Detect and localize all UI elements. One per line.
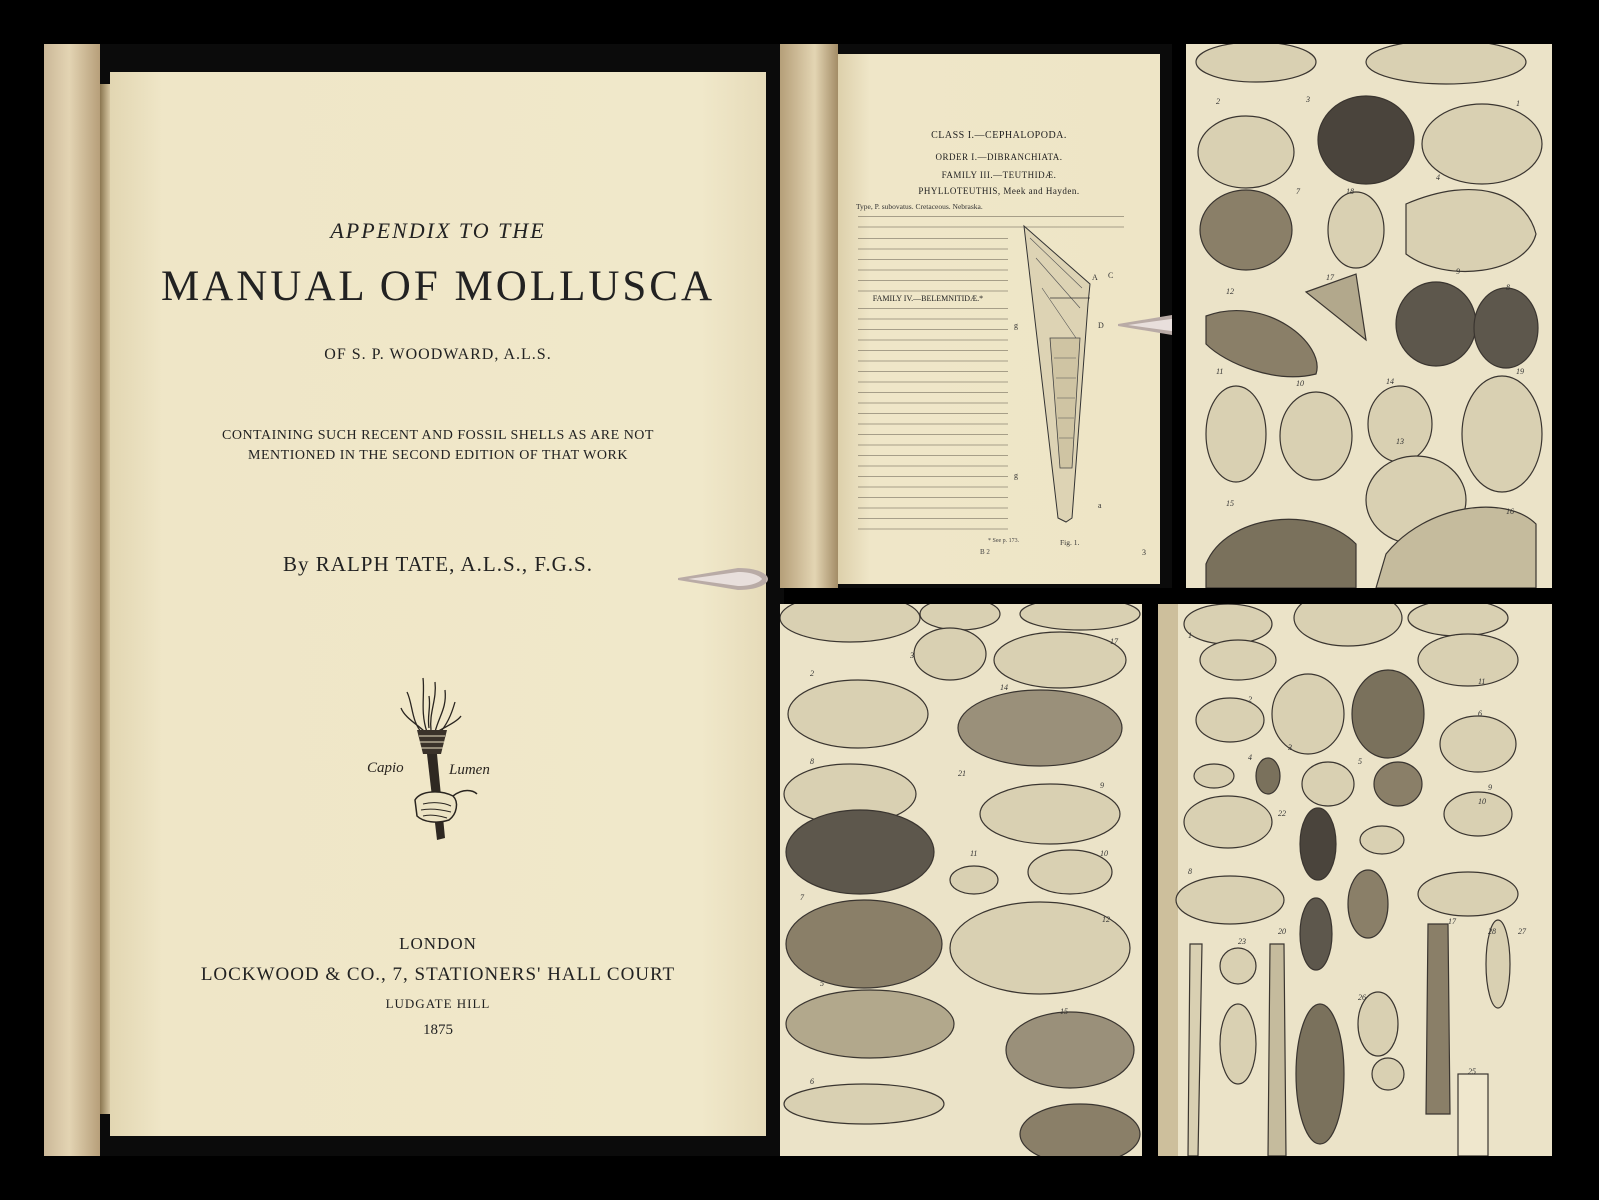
- figure-number: 21: [958, 769, 966, 778]
- publication-year: 1875: [423, 1022, 453, 1038]
- text-page: [838, 54, 1160, 584]
- figure-number: 11: [1216, 367, 1224, 376]
- title-description-line-1: CONTAINING SUCH RECENT AND FOSSIL SHELLS AS ARE NOT: [222, 428, 654, 443]
- figure-number: 18: [1346, 187, 1354, 196]
- class-heading: CLASS I.—CEPHALOPODA.: [931, 130, 1067, 141]
- figure-number: 4: [1436, 173, 1440, 182]
- title-page: [110, 72, 766, 1136]
- svg-text:g: g: [1014, 321, 1018, 330]
- figure-number: 12: [1226, 287, 1234, 296]
- figure-number: 17: [1326, 273, 1334, 282]
- order-heading: ORDER I.—DIBRANCHIATA.: [935, 152, 1063, 162]
- figure-caption: Fig. 1.: [1060, 538, 1080, 547]
- torch-emblem-icon: [365, 672, 505, 842]
- page-clip-icon: [678, 564, 768, 594]
- figure-number: 17: [1448, 917, 1456, 926]
- book-spine-edge: [780, 44, 838, 588]
- svg-text:D: D: [1098, 321, 1104, 330]
- figure-number: 11: [970, 849, 978, 858]
- svg-text:Lumen: Lumen: [449, 762, 490, 778]
- title-description-line-2: MENTIONED IN THE SECOND EDITION OF THAT WORK: [248, 448, 628, 463]
- figure-number: 14: [1386, 377, 1394, 386]
- shell-plate-photo-1: [1186, 44, 1552, 588]
- shell-plate-photo-3: [1158, 604, 1552, 1156]
- shell-engravings: [1158, 604, 1552, 1156]
- figure-number: 10: [1478, 797, 1486, 806]
- publisher-address: LUDGATE HILL: [385, 996, 491, 1011]
- figure-number: 1: [1188, 631, 1192, 640]
- svg-text:A: A: [1092, 273, 1098, 282]
- footnote: * See p. 173.: [988, 538, 1020, 544]
- book-spine-edge: [44, 44, 100, 1156]
- figure-number: 10: [1100, 849, 1108, 858]
- figure-number: 1: [1516, 99, 1520, 108]
- figure-number: 3: [1288, 743, 1292, 752]
- figure-number: 5: [1358, 757, 1362, 766]
- figure-number: 26: [1358, 993, 1366, 1002]
- title-author-line: OF S. P. WOODWARD, A.L.S.: [324, 346, 552, 363]
- figure-number: 2: [810, 669, 814, 678]
- shell-plate-photo-2: [780, 604, 1142, 1156]
- title-by-line: By RALPH TATE, A.L.S., F.G.S.: [283, 552, 593, 576]
- figure-number: 4: [1248, 753, 1252, 762]
- family-heading: FAMILY IV.—BELEMNITIDÆ.*: [872, 294, 984, 303]
- figure-number: 19: [1516, 367, 1524, 376]
- figure-number: 17: [1110, 637, 1118, 646]
- genus-heading: PHYLLOTEUTHIS, Meek and Hayden.: [918, 186, 1080, 196]
- figure-number: 9: [1100, 781, 1104, 790]
- belemnite-figure: [1010, 218, 1120, 528]
- figure-number: 20: [1278, 927, 1286, 936]
- title-appendix-line: APPENDIX TO THE: [330, 218, 546, 243]
- figure-number: 2: [1248, 695, 1252, 704]
- figure-number: 15: [1060, 1007, 1068, 1016]
- publisher-city: LONDON: [399, 934, 477, 953]
- body-text-lines: [858, 238, 1008, 294]
- figure-number: 25: [1468, 1067, 1476, 1076]
- svg-text:C: C: [1108, 271, 1114, 280]
- figure-number: 13: [1396, 437, 1404, 446]
- figure-number: 3: [1306, 95, 1310, 104]
- figure-number: 7: [1296, 187, 1300, 196]
- figure-number: 7: [800, 893, 804, 902]
- book-main-title: MANUAL OF MOLLUSCA: [160, 263, 716, 310]
- figure-number: 23: [1238, 937, 1246, 946]
- figure-number: 12: [1102, 915, 1110, 924]
- emblem-motto: Capio: [367, 760, 404, 776]
- figure-number: 28: [1488, 927, 1496, 936]
- svg-text:a: a: [1098, 501, 1102, 510]
- figure-number: 9: [1488, 783, 1492, 792]
- figure-number: 11: [1478, 677, 1486, 686]
- figure-number: 8: [1506, 283, 1510, 292]
- page-clip-icon: [1118, 310, 1172, 340]
- figure-number: 15: [1226, 499, 1234, 508]
- title-page-photo: [44, 44, 784, 1156]
- figure-number: 8: [1188, 867, 1192, 876]
- figure-number: 5: [820, 979, 824, 988]
- figure-number: 6: [810, 1077, 814, 1086]
- figure-number: 2: [1216, 97, 1220, 106]
- body-text-lines: [858, 308, 1008, 536]
- svg-text:g: g: [1014, 471, 1018, 480]
- type-line: Type, P. subovatus. Cretaceous. Nebraska.: [856, 202, 983, 211]
- figure-number: 14: [1000, 683, 1008, 692]
- family-heading: FAMILY III.—TEUTHIDÆ.: [941, 170, 1057, 180]
- figure-number: 9: [1456, 267, 1460, 276]
- figure-number: 10: [1296, 379, 1304, 388]
- shell-engravings: [780, 604, 1142, 1156]
- figure-number: 27: [1518, 927, 1526, 936]
- publisher-name: LOCKWOOD & CO., 7, STATIONERS' HALL COURT: [200, 964, 676, 985]
- figure-number: 3: [910, 651, 914, 660]
- signature-mark: B 2: [980, 548, 990, 556]
- figure-number: 6: [1478, 709, 1482, 718]
- shell-engravings: [1186, 44, 1552, 588]
- figure-number: 22: [1278, 809, 1286, 818]
- figure-number: 16: [1506, 507, 1514, 516]
- page-number: 3: [1142, 548, 1146, 557]
- figure-number: 8: [810, 757, 814, 766]
- book-gutter: [100, 84, 110, 1114]
- text-page-photo: [780, 44, 1172, 588]
